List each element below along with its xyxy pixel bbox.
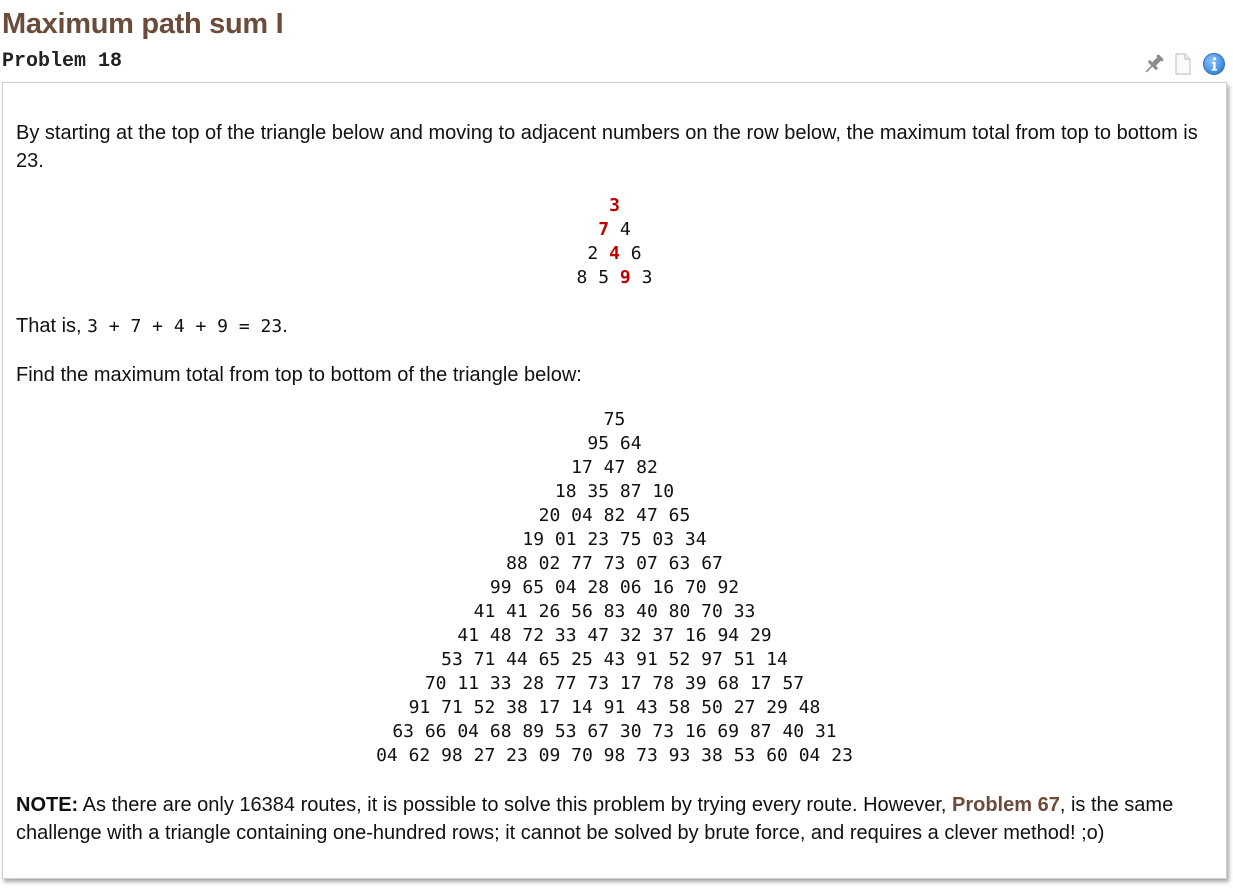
that-is-suffix: . xyxy=(282,315,288,337)
that-is-paragraph xyxy=(16,312,1211,341)
note-label: NOTE: xyxy=(16,794,79,816)
info-icon[interactable] xyxy=(1202,52,1226,76)
main-triangle-row: 41 48 72 33 47 32 37 16 94 29 xyxy=(457,625,772,646)
example-triangle-row xyxy=(3,266,1226,290)
example-triangle-row xyxy=(3,242,1226,266)
main-triangle-row: 04 62 98 27 23 09 70 98 73 93 38 53 60 04 23 xyxy=(376,745,853,766)
highlighted-number: 3 xyxy=(609,195,620,216)
note-paragraph xyxy=(16,791,1211,847)
main-triangle-row: 41 41 26 56 83 40 80 70 33 xyxy=(473,601,756,622)
problem-67-link[interactable]: Problem 67 xyxy=(952,794,1060,816)
main-triangle-row: 70 11 33 28 77 73 17 78 39 68 17 57 xyxy=(424,673,805,694)
intro-paragraph: By starting at the top of the triangle below and moving to adjacent numbers on the row below, the maximum total from top to bottom is 23. xyxy=(16,122,1198,172)
example-triangle xyxy=(3,194,1226,290)
that-is-prefix: That is, xyxy=(16,315,88,337)
highlighted-number: 9 xyxy=(619,267,631,288)
example-triangle-row xyxy=(3,218,1226,242)
triangle-number: 5 xyxy=(598,267,610,288)
main-triangle-row: 20 04 82 47 65 xyxy=(538,505,691,526)
main-triangle-row: 18 35 87 10 xyxy=(554,481,675,502)
main-triangle-row: 88 02 77 73 07 63 67 xyxy=(506,553,723,574)
note-text-after: , is the same challenge with a triangle containing one-hundred rows; it cannot be solved by brute force, and requires a clever method! ;o) xyxy=(16,794,1174,844)
find-paragraph: Find the maximum total from top to bottom of the triangle below: xyxy=(16,364,582,386)
highlighted-number: 4 xyxy=(609,243,620,264)
triangle-number: 8 xyxy=(576,267,588,288)
example-triangle-row xyxy=(3,194,1226,218)
main-triangle-row: 53 71 44 65 25 43 91 52 97 51 14 xyxy=(441,649,788,670)
main-triangle-row: 99 65 04 28 06 16 70 92 xyxy=(489,577,740,598)
problem-content xyxy=(2,82,1227,879)
note-text-before: As there are only 16384 routes, it is possible to solve this problem by trying every route. However, xyxy=(78,794,952,816)
main-triangle xyxy=(3,408,1226,768)
pin-icon[interactable] xyxy=(1142,52,1166,76)
main-triangle-row: 75 xyxy=(603,409,626,430)
that-is-expression: 3 + 7 + 4 + 9 = 23 xyxy=(87,316,283,337)
problem-number: Problem 18 xyxy=(2,50,123,73)
main-triangle-row: 63 66 04 68 89 53 67 30 73 16 69 87 40 31 xyxy=(392,721,837,742)
triangle-number: 3 xyxy=(641,267,653,288)
problem-toolbar xyxy=(1142,52,1227,78)
triangle-number: 4 xyxy=(619,219,631,240)
highlighted-number: 7 xyxy=(598,219,610,240)
main-triangle-row: 95 64 xyxy=(587,433,642,454)
triangle-number: 2 xyxy=(587,243,599,264)
triangle-number: 6 xyxy=(630,243,642,264)
document-icon[interactable] xyxy=(1172,52,1194,76)
main-triangle-row: 91 71 52 38 17 14 91 43 58 50 27 29 48 xyxy=(408,697,821,718)
main-triangle-row: 19 01 23 75 03 34 xyxy=(522,529,707,550)
main-triangle-row: 17 47 82 xyxy=(571,457,658,478)
page-title: Maximum path sum I xyxy=(2,8,284,40)
